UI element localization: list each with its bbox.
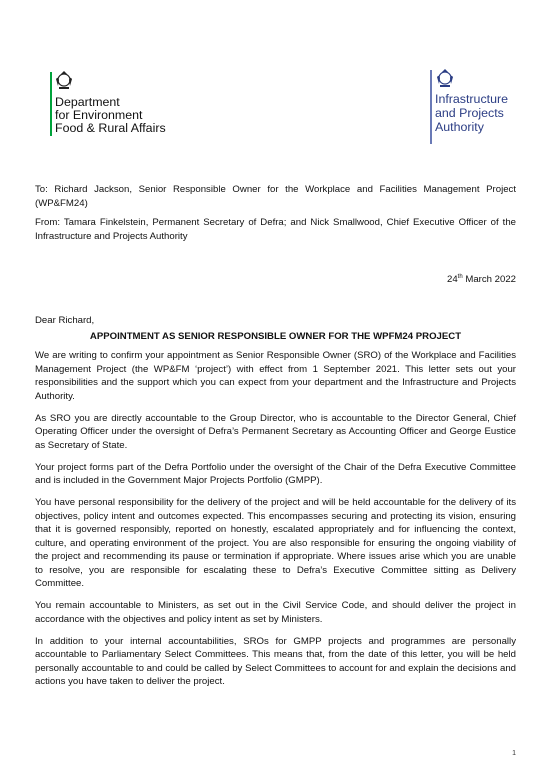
royal-crest-icon — [435, 68, 455, 89]
defra-logo-text: Department for Environment Food & Rural Affairs — [55, 95, 166, 135]
royal-crest-icon — [54, 70, 74, 91]
defra-logo — [50, 70, 190, 135]
letter-body — [35, 349, 516, 697]
letter-date: 24th March 2022 — [446, 273, 516, 285]
body-paragraph: We are writing to confirm your appointment as Senior Responsible Owner (SRO) of the Workplace and Facilities Management Project (the WP&FM ‘project’) with effect from 1 September 2021. This letter sets out your responsibilities and the support which you can expect from your department and the Infrastructure and Projects Authority. — [35, 350, 516, 402]
ipa-logo-text: Infrastructure and Projects Authority — [435, 92, 508, 134]
address-block — [35, 183, 516, 249]
ipa-accent-rule — [430, 70, 432, 144]
body-paragraph: You remain accountable to Ministers, as set out in the Civil Service Code, and should deliver the project in accordance with the objectives and policy intent as set by Ministers. — [35, 600, 516, 625]
letter-heading: APPOINTMENT AS SENIOR RESPONSIBLE OWNER FOR THE WPFM24 PROJECT — [89, 331, 462, 342]
to-line: To: Richard Jackson, Senior Responsible Owner for the Workplace and Facilities Management Project (WP&FM24) — [35, 184, 516, 209]
body-paragraph: As SRO you are directly accountable to the Group Director, who is accountable to the Director General, Chief Operating Officer under the oversight of Defra’s Permanent Secretary as Accounting Officer and George Eustice as Secretary of State. — [35, 412, 516, 451]
body-paragraph: You have personal responsibility for the delivery of the project and will be held accountable for the delivery of its objectives, policy intent and outcomes expected. This encompasses securing and protecting its vision, ensuring that it is governed responsibly, reported on honestly, escalated appropriately and for influencing the context, culture, and operating environment of the project. You are also responsible for ensuring the ongoing viability of the project and recommending its pause or termination if appropriate. Where issues arise which you are unable to resolve, you are responsible for escalating these to Defra’s Executive Committee sitting as Delivery Committee. — [35, 497, 516, 589]
defra-accent-rule — [50, 72, 52, 136]
from-line: From: Tamara Finkelstein, Permanent Secretary of Defra; and Nick Smallwood, Chief Executive Officer of the Infrastructure and Projects Authority — [35, 217, 516, 242]
body-paragraph: In addition to your internal accountabilities, SROs for GMPP projects and programmes are personally accountable to Parliamentary Select Committees. This means that, from the date of this letter, you will be held personally accountable to and could be called by Select Committees to account for and explain the decisions and actions you have taken to deliver the project. — [35, 635, 516, 687]
body-paragraph: Your project forms part of the Defra Portfolio under the oversight of the Chair of the Defra Executive Committee and is included in the Government Major Projects Portfolio (GMPP). — [35, 461, 516, 486]
salutation: Dear Richard, — [35, 315, 95, 326]
page-number: 1 — [512, 750, 516, 757]
